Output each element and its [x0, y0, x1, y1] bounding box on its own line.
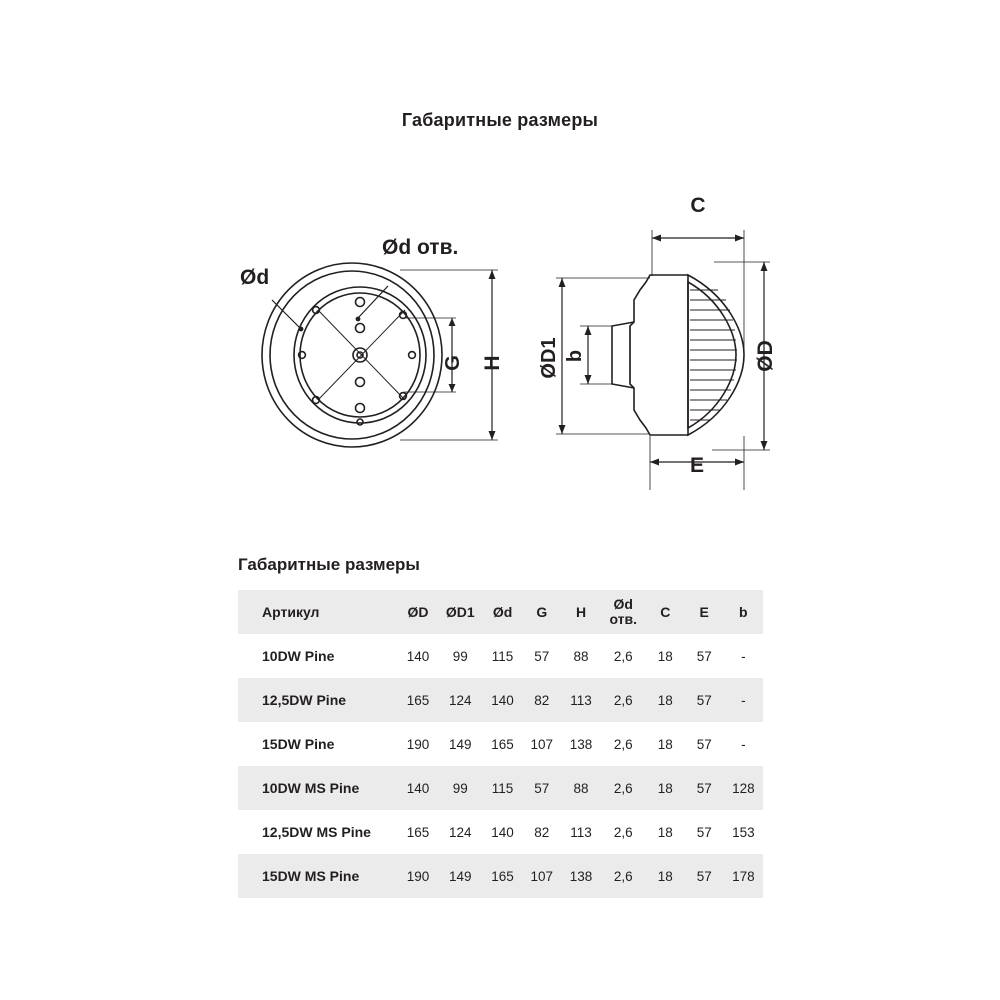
cell-e: 57	[685, 766, 724, 810]
cell-od-holes: 2,6	[601, 854, 646, 898]
table-header-row	[238, 590, 763, 634]
dim-c-arrow-left	[652, 235, 661, 242]
page-title: Габаритные размеры	[401, 110, 599, 130]
cell-od: 140	[398, 634, 437, 678]
cell-od-small: 140	[483, 678, 522, 722]
cell-od: 140	[398, 766, 437, 810]
table-row	[238, 678, 763, 722]
table-row	[238, 854, 763, 898]
dim-c-arrow-right	[735, 235, 744, 242]
dim-e-arrow-left	[650, 459, 659, 466]
cell-od1: 99	[438, 766, 483, 810]
label-e: E	[689, 454, 705, 477]
th-od: ØD	[398, 590, 437, 634]
label-c: C	[690, 194, 706, 217]
cell-od1: 124	[438, 810, 483, 854]
dim-e-arrow-right	[735, 459, 744, 466]
cell-b: 178	[724, 854, 763, 898]
cell-h: 138	[561, 854, 600, 898]
label-b: b	[564, 349, 586, 363]
cell-g: 82	[522, 810, 561, 854]
cell-article: 15DW MS Pine	[238, 854, 398, 898]
cell-g: 57	[522, 766, 561, 810]
cell-b: 153	[724, 810, 763, 854]
dim-od-arrow-top	[761, 262, 768, 271]
cell-od-small: 140	[483, 810, 522, 854]
cell-h: 113	[561, 678, 600, 722]
dim-od1-arrow-top	[559, 278, 566, 287]
leader-od-holes	[358, 286, 388, 318]
cell-g: 82	[522, 678, 561, 722]
cell-e: 57	[685, 854, 724, 898]
dim-g-arrow-top	[449, 318, 456, 326]
th-od-holes-line1: Ød	[613, 596, 633, 613]
th-g: G	[522, 590, 561, 634]
cell-h: 88	[561, 766, 600, 810]
table-row	[238, 722, 763, 766]
cell-od1: 149	[438, 722, 483, 766]
cell-e: 57	[685, 810, 724, 854]
dim-h-arrow-bottom	[489, 431, 496, 440]
table-row	[238, 810, 763, 854]
dim-b-arrow-top	[585, 326, 592, 335]
cell-article: 15DW Pine	[238, 722, 398, 766]
table-row	[238, 766, 763, 810]
cell-e: 57	[685, 634, 724, 678]
dome-hatching	[690, 290, 737, 420]
cell-od-holes: 2,6	[601, 634, 646, 678]
th-od-holes	[601, 590, 646, 634]
mount-hole-bottom	[356, 404, 365, 413]
table-head	[238, 590, 763, 634]
cell-g: 107	[522, 722, 561, 766]
cell-b: -	[724, 634, 763, 678]
cell-c: 18	[646, 678, 685, 722]
cell-article: 10DW MS Pine	[238, 766, 398, 810]
front-center-hole	[353, 348, 367, 362]
th-h: H	[561, 590, 600, 634]
table-body	[238, 634, 763, 898]
ring-hole-2	[409, 352, 416, 359]
label-g: G	[442, 355, 464, 371]
cell-b: -	[724, 678, 763, 722]
cell-b: -	[724, 722, 763, 766]
cell-od1: 99	[438, 634, 483, 678]
th-b: b	[724, 590, 763, 634]
cell-od: 165	[398, 810, 437, 854]
cell-od: 190	[398, 722, 437, 766]
cell-c: 18	[646, 810, 685, 854]
cell-b: 128	[724, 766, 763, 810]
th-od-small: Ød	[483, 590, 522, 634]
cell-e: 57	[685, 678, 724, 722]
th-article: Артикул	[238, 590, 398, 634]
cell-od-holes: 2,6	[601, 766, 646, 810]
cell-h: 88	[561, 634, 600, 678]
cell-c: 18	[646, 854, 685, 898]
side-dome-inner	[688, 282, 736, 428]
label-h: H	[481, 355, 504, 371]
cell-od-small: 115	[483, 766, 522, 810]
dim-g-arrow-bottom	[449, 384, 456, 392]
mount-hole-lower	[356, 378, 365, 387]
th-od-holes-line2: отв.	[609, 611, 637, 627]
cell-e: 57	[685, 722, 724, 766]
label-od1: ØD1	[538, 337, 560, 379]
table-title: Габаритные размеры	[238, 555, 420, 574]
th-e: E	[685, 590, 724, 634]
table-row	[238, 634, 763, 678]
cell-c: 18	[646, 722, 685, 766]
mount-hole-top	[356, 298, 365, 307]
cell-article: 12,5DW MS Pine	[238, 810, 398, 854]
cell-od-small: 165	[483, 854, 522, 898]
th-od1: ØD1	[438, 590, 483, 634]
th-c: C	[646, 590, 685, 634]
drawing-svg	[0, 150, 1000, 540]
cell-c: 18	[646, 766, 685, 810]
dimensions-table	[238, 590, 763, 898]
cell-g: 57	[522, 634, 561, 678]
cell-od1: 149	[438, 854, 483, 898]
cell-od-holes: 2,6	[601, 678, 646, 722]
cell-h: 138	[561, 722, 600, 766]
ring-hole-7	[357, 419, 363, 425]
cell-od: 190	[398, 854, 437, 898]
cell-od-holes: 2,6	[601, 722, 646, 766]
dim-od1-arrow-bottom	[559, 425, 566, 434]
dim-h-arrow-top	[489, 270, 496, 279]
leader-od-holes-dot	[356, 317, 361, 322]
technical-drawing	[0, 150, 1000, 540]
cell-article: 12,5DW Pine	[238, 678, 398, 722]
label-od-left: Ød	[240, 266, 270, 289]
cell-od-holes: 2,6	[601, 810, 646, 854]
mount-hole-upper	[356, 324, 365, 333]
cell-article: 10DW Pine	[238, 634, 398, 678]
label-od-big: ØD	[754, 340, 777, 372]
label-od-holes: Ød отв.	[382, 236, 459, 259]
cell-od-small: 115	[483, 634, 522, 678]
cell-od: 165	[398, 678, 437, 722]
cell-h: 113	[561, 810, 600, 854]
dim-b-arrow-bottom	[585, 375, 592, 384]
cell-c: 18	[646, 634, 685, 678]
leader-od-left-dot	[299, 327, 304, 332]
dim-od-arrow-bottom	[761, 441, 768, 450]
cell-g: 107	[522, 854, 561, 898]
cell-od1: 124	[438, 678, 483, 722]
side-body-profile	[630, 275, 688, 435]
cell-od-small: 165	[483, 722, 522, 766]
